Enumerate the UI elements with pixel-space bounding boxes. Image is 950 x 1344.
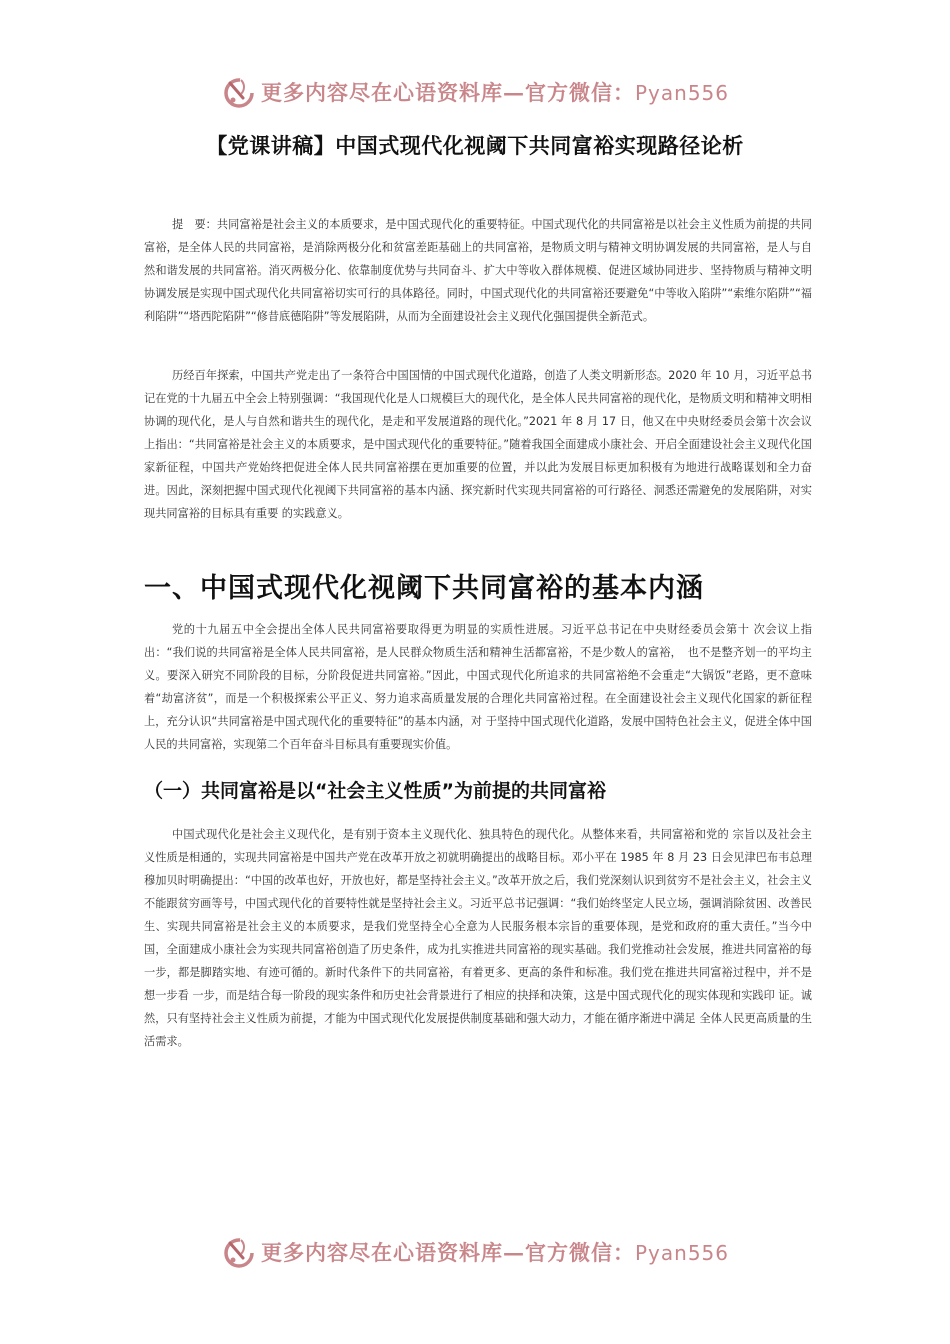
watermark-footer xyxy=(0,1232,950,1272)
watermark-text: 更多内容尽在心语资料库—官方微信：Pyan556 xyxy=(260,80,729,105)
ink-brush-logo-icon xyxy=(221,1234,257,1270)
ink-brush-logo-icon xyxy=(221,74,257,110)
document-title: 【党课讲稿】中国式现代化视阈下共同富裕实现路径论析 xyxy=(206,134,744,158)
section-heading-1: 一、中国式现代化视阈下共同富裕的基本内涵 xyxy=(144,573,704,604)
watermark-wechat-id: Pyan556 xyxy=(634,1241,729,1265)
section1-paragraph: 党的十九届五中全会提出全体人民共同富裕要取得更为明显的实质性进展。习近平总书记在中央财经委员会第十 次会议上指出：“我们说的共同富裕是全体人民共同富裕，是人民群众物质生活和精神生活都富裕，不是少数人的富裕， 也不是整齐划一的平均主义。要深入研究不同阶段的目标，分阶段促进共同富裕。”因此，中国式现代化所追求的共同富裕绝不会重走“大锅饭”老路，更不意味着“劫富济贫”，而是一个积极探索公平正义、努力追求高质量发展的合理化共同富裕过程。在全面建设社会主义现代化国家的新征程上，充分认识“共同富裕是中国式现代化的重要特征”的基本内涵，对 于坚持中国式现代化道路，发展中国特色社会主义，促进全体中国人民的共同富裕，实现第二个百年奋斗目标具有重要现实价值。 xyxy=(144,623,812,751)
subsection-heading-1: （一）共同富裕是以“社会主义性质”为前提的共同富裕 xyxy=(144,780,606,802)
abstract-paragraph: 提 要：共同富裕是社会主义的本质要求，是中国式现代化的重要特征。中国式现代化的共同富裕是以社会主义性质为前提的共同富裕，是全体人民的共同富裕，是消除两极分化和贫富差距基础上的共同富裕，是物质文明与精神文明协调发展的共同富裕，是人与自然和谐发展的共同富裕。消灭两极分化、依靠制度优势与共同奋斗、扩大中等收入群体规模、促进区域协同进步、坚持物质与精神文明协调发展是实现中国式现代化共同富裕切实可行的具体路径。同时，中国式现代化的共同富裕还要避免“中等收入陷阱”“索维尔陷阱”“福利陷阱”“塔西陀陷阱”“修昔底德陷阱”等发展陷阱，从而为全面建设社会主义现代化强国提供全新范式。 xyxy=(144,218,812,323)
subsection1-paragraph: 中国式现代化是社会主义现代化，是有别于资本主义现代化、独具特色的现代化。从整体来看，共同富裕和党的 宗旨以及社会主义性质是相通的，实现共同富裕是中国共产党在改革开放之初就明确提出的战略目标。邓小平在 1985 年 8 月 23 日会见津巴布韦总理穆加贝时明确提出：“中国的改革也好，开放也好，都是坚持社会主义。”改革开放之后，我们党深刻认识到贫穷不是社会主义，社会主义不能跟贫穷画等号，中国式现代化的首要特性就是坚持社会主义。习近平总书记强调：“我们始终坚定人民立场，强调消除贫困、改善民生、实现共同富裕是社会主义的本质要求，是我们党坚持全心全意为人民服务根本宗旨的重要体现，是党和政府的重大责任。”当今中国，全面建成小康社会为实现共同富裕创造了历史条件，成为扎实推进共同富裕的现实基础。我们党推动社会发展，推进共同富裕的每一步，都是脚踏实地、有迹可循的。新时代条件下的共同富裕，有着更多、更高的条件和标准。我们党在推进共同富裕过程中，并不是想一步看 一步，而是结合每一阶段的现实条件和历史社会背景进行了相应的抉择和决策，这是中国式现代化的现实体现和实践印 证。诚然，只有坚持社会主义性质为前提，才能为中国式现代化发展提供制度基础和强大动力，才能在循序渐进中满足 全体人民更高质量的生活需求。 xyxy=(144,828,812,1048)
watermark-wechat-id: Pyan556 xyxy=(634,81,729,105)
watermark-text: 更多内容尽在心语资料库—官方微信：Pyan556 xyxy=(260,1240,729,1265)
intro-paragraph: 历经百年探索，中国共产党走出了一条符合中国国情的中国式现代化道路，创造了人类文明新形态。2020 年 10 月，习近平总书记在党的十九届五中全会上特别强调：“我国现代化是人口规模巨大的现代化，是全体人民共同富裕的现代化，是物质文明和精神文明相协调的现代化，是人与自然和谐共生的现代化，是走和平发展道路的现代化。”2021 年 8 月 17 日，他又在中央财经委员会第十次会议上指出：“共同富裕是社会主义的本质要求，是中国式现代化的重要特征。”随着我国全面建成小康社会、开启全面建设社会主义现代化国家新征程，中国共产党始终把促进全体人民共同富裕摆在更加重要的位置，并以此为发展目标更加积极有为地进行战略谋划和全力奋进。因此，深刻把握中国式现代化视阈下共同富裕的基本内涵、探究新时代实现共同富裕的可行路径、洞悉还需避免的发展陷阱，对实现共同富裕的目标具有重要 的实践意义。 xyxy=(144,369,812,520)
watermark-header xyxy=(0,72,950,112)
